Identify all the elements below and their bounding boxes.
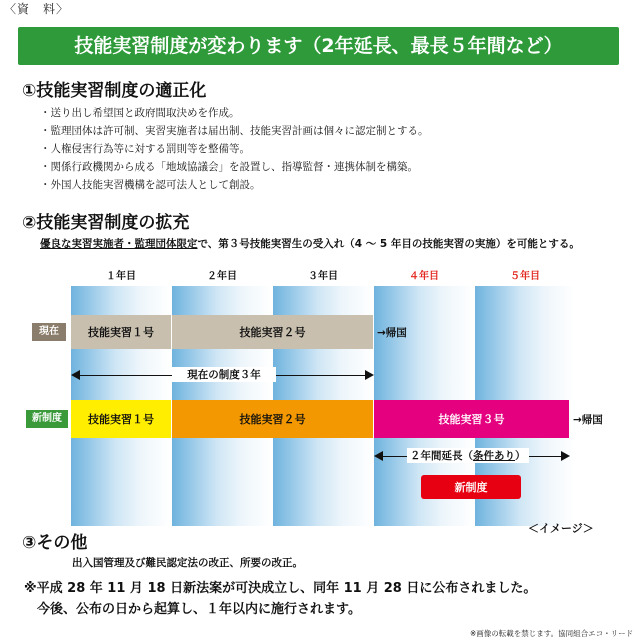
current-system-label: 現在 — [32, 323, 66, 341]
new-system-label: 新制度 — [26, 410, 68, 428]
page-title-banner: 技能実習制度が変わります（2年延長、最長５年間など） — [18, 27, 619, 65]
copyright-note: ※画像の転載を禁じます。協同組合エコ・リード — [470, 629, 634, 638]
year-header-4: ４年目 — [409, 271, 439, 282]
new-system-badge: 新制度 — [421, 475, 521, 499]
extension-suffix: ） — [515, 450, 526, 462]
footnote — [24, 578, 536, 620]
extension-prefix: ２年間延長（ — [410, 450, 473, 462]
current-bar-tier2: 技能実習２号 — [172, 315, 373, 349]
section1-title: ①技能実習制度の適正化 — [22, 81, 207, 101]
new-bar-tier2: 技能実習２号 — [172, 400, 373, 438]
current-return-label: →帰国 — [377, 327, 407, 339]
image-note: ＜イメージ＞ — [528, 522, 594, 535]
year-header-3: ３年目 — [308, 271, 338, 282]
section1-bullet-list — [40, 104, 429, 194]
section2-title: ②技能実習制度の拡充 — [22, 213, 190, 233]
year-header-5: ５年目 — [510, 271, 540, 282]
new-bar-tier1: 技能実習１号 — [71, 400, 171, 438]
arrow-right-icon — [365, 370, 374, 380]
new-bar-tier3: 技能実習３号 — [374, 400, 569, 438]
year-header-1: １年目 — [106, 271, 136, 282]
reference-label: 〈資 料〉 — [4, 2, 70, 16]
section3-text: 出入国管理及び難民認定法の改正、所要の改正。 — [72, 557, 303, 569]
list-item: ・外国人技能実習機構を認可法人として創設。 — [40, 179, 261, 191]
current-bar-tier1: 技能実習１号 — [71, 315, 171, 349]
extension-label — [407, 448, 529, 463]
lead-rest: で、第３号技能実習生の受入れ（4 ～ 5 年目の技能実習の実施）を可能とする。 — [197, 238, 580, 250]
list-item: ・監理団体は許可制、実習実施者は届出制、技能実習計画は個々に認定制とする。 — [40, 125, 429, 137]
footnote-line-1: ※平成 28 年 11 月 18 日新法案が可決成立し、同年 11 月 28 日に公布されました。 — [24, 581, 537, 596]
section3-title: ③その他 — [22, 533, 88, 553]
current-span-label: 現在の制度３年 — [172, 367, 276, 382]
arrow-right-icon — [561, 451, 570, 461]
list-item: ・送り出し希望国と政府間取決めを作成。 — [40, 107, 240, 119]
footnote-line-2: 今後、公布の日から起算し、１年以内に施行されます。 — [24, 602, 361, 617]
extension-condition: 条件あり — [473, 450, 515, 462]
list-item: ・人権侵害行為等に対する罰則等を整備等。 — [40, 143, 250, 155]
list-item: ・関係行政機関から成る「地域協議会」を設置し、指導監督・連携体制を構築。 — [40, 161, 418, 173]
new-return-label: →帰国 — [573, 414, 603, 426]
lead-underlined: 優良な実習実施者・監理団体限定 — [40, 238, 198, 250]
section2-lead — [40, 236, 580, 251]
year-header-2: ２年目 — [207, 271, 237, 282]
